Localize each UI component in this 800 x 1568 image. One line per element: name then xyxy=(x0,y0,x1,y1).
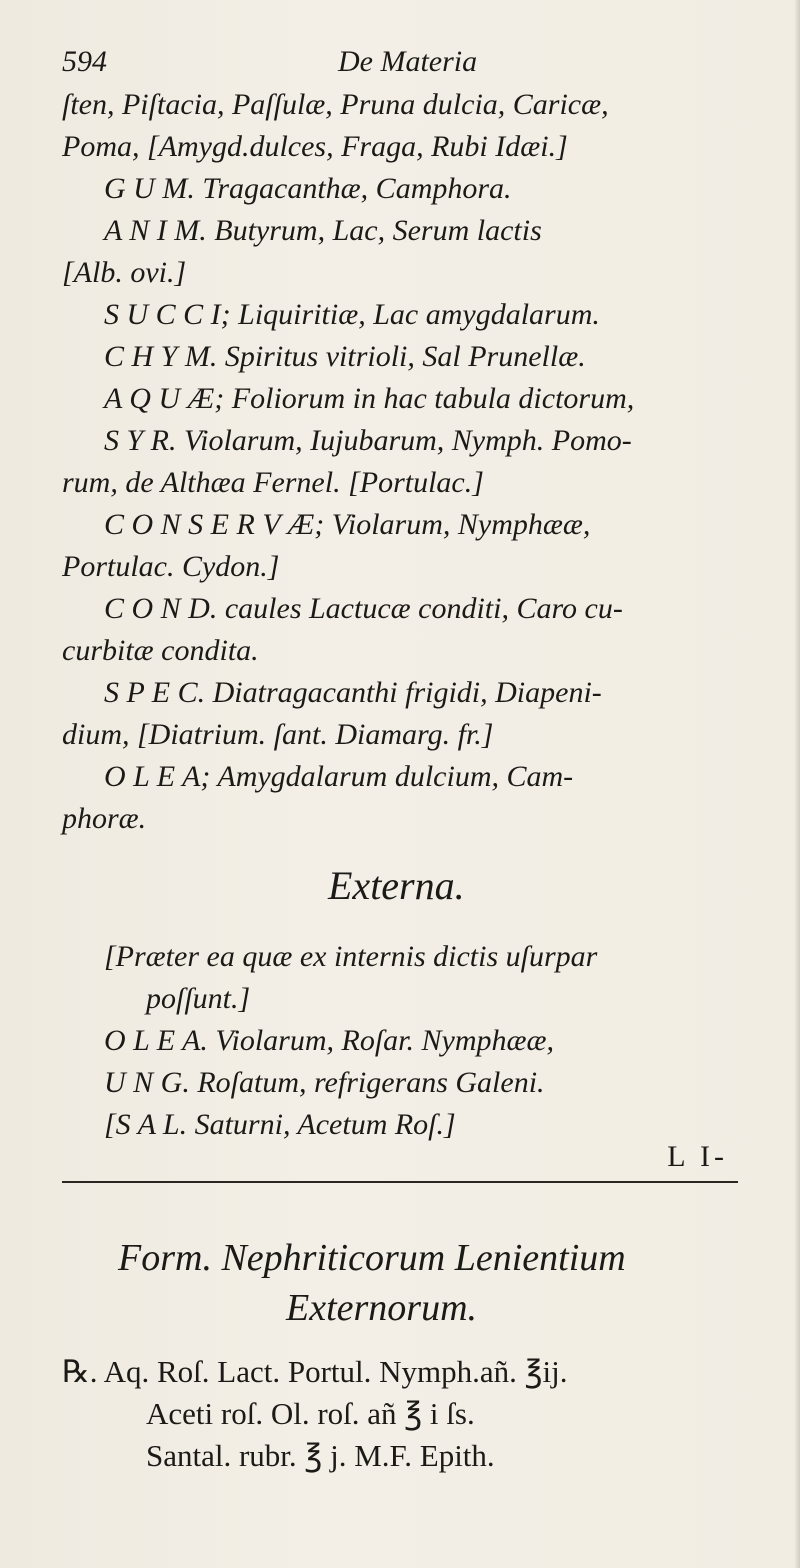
formula-heading-line2: Externorum. xyxy=(286,1287,478,1329)
text-line: A N I M. Butyrum, Lac, Serum lactis xyxy=(104,214,542,247)
text-line: poſſunt.] xyxy=(146,982,251,1015)
formula-line: Aceti roſ. Ol. roſ. añ ℥ i ſs. xyxy=(146,1396,475,1431)
text-line: O L E A; Amygdalarum dulcium, Cam- xyxy=(104,760,574,793)
text-line: [Alb. ovi.] xyxy=(62,256,187,289)
text-line: U N G. Roſatum, refrigerans Galeni. xyxy=(104,1066,545,1099)
text-line: S U C C I; Liquiritiæ, Lac amygdalarum. xyxy=(104,298,600,331)
text-line: ſten, Piſtacia, Paſſulæ, Pruna dulcia, Caricæ, xyxy=(62,88,609,121)
text-line: [Præter ea quæ ex internis dictis uſurpar xyxy=(104,940,598,973)
text-line: O L E A. Violarum, Roſar. Nymphææ, xyxy=(104,1024,555,1057)
page-edge-shadow xyxy=(794,0,800,1568)
text-line: [S A L. Saturni, Acetum Roſ.] xyxy=(104,1108,456,1141)
formula-line: ℞. Aq. Roſ. Lact. Portul. Nymph.añ. ℥ij. xyxy=(62,1354,568,1389)
formula-heading-line1: Form. Nephriticorum Lenientium xyxy=(118,1237,626,1279)
running-title: De Materia xyxy=(338,45,478,78)
text-line: dium, [Diatrium. ſant. Diamarg. fr.] xyxy=(62,718,494,751)
text-line: A Q U Æ; Foliorum in hac tabula dictorum, xyxy=(104,382,635,415)
text-line: rum, de Althæa Fernel. [Portulac.] xyxy=(62,466,484,499)
text-line: curbitæ condita. xyxy=(62,634,259,667)
page-number: 594 xyxy=(62,45,107,78)
text-line: S Y R. Violarum, Iujubarum, Nymph. Pomo- xyxy=(104,424,632,457)
text-line: Poma, [Amygd.dulces, Fraga, Rubi Idæi.] xyxy=(62,130,568,163)
section-heading-externa: Externa. xyxy=(328,863,465,908)
text-line: S P E C. Diatragacanthi frigidi, Diapeni- xyxy=(104,676,602,709)
text-line: G U M. Tragacanthæ, Camphora. xyxy=(104,172,512,205)
text-line: phoræ. xyxy=(62,802,147,835)
horizontal-rule xyxy=(62,1181,738,1183)
text-line: C H Y M. Spiritus vitrioli, Sal Prunellæ. xyxy=(104,340,586,373)
text-line: C O N D. caules Lactucæ conditi, Caro cu- xyxy=(104,592,623,625)
text-line: C O N S E R V Æ; Violarum, Nymphææ, xyxy=(104,508,591,541)
catchword: L I- xyxy=(667,1140,728,1173)
formula-line: Santal. rubr. ℥ j. M.F. Epith. xyxy=(146,1438,495,1473)
text-line: Portulac. Cydon.] xyxy=(62,550,280,583)
